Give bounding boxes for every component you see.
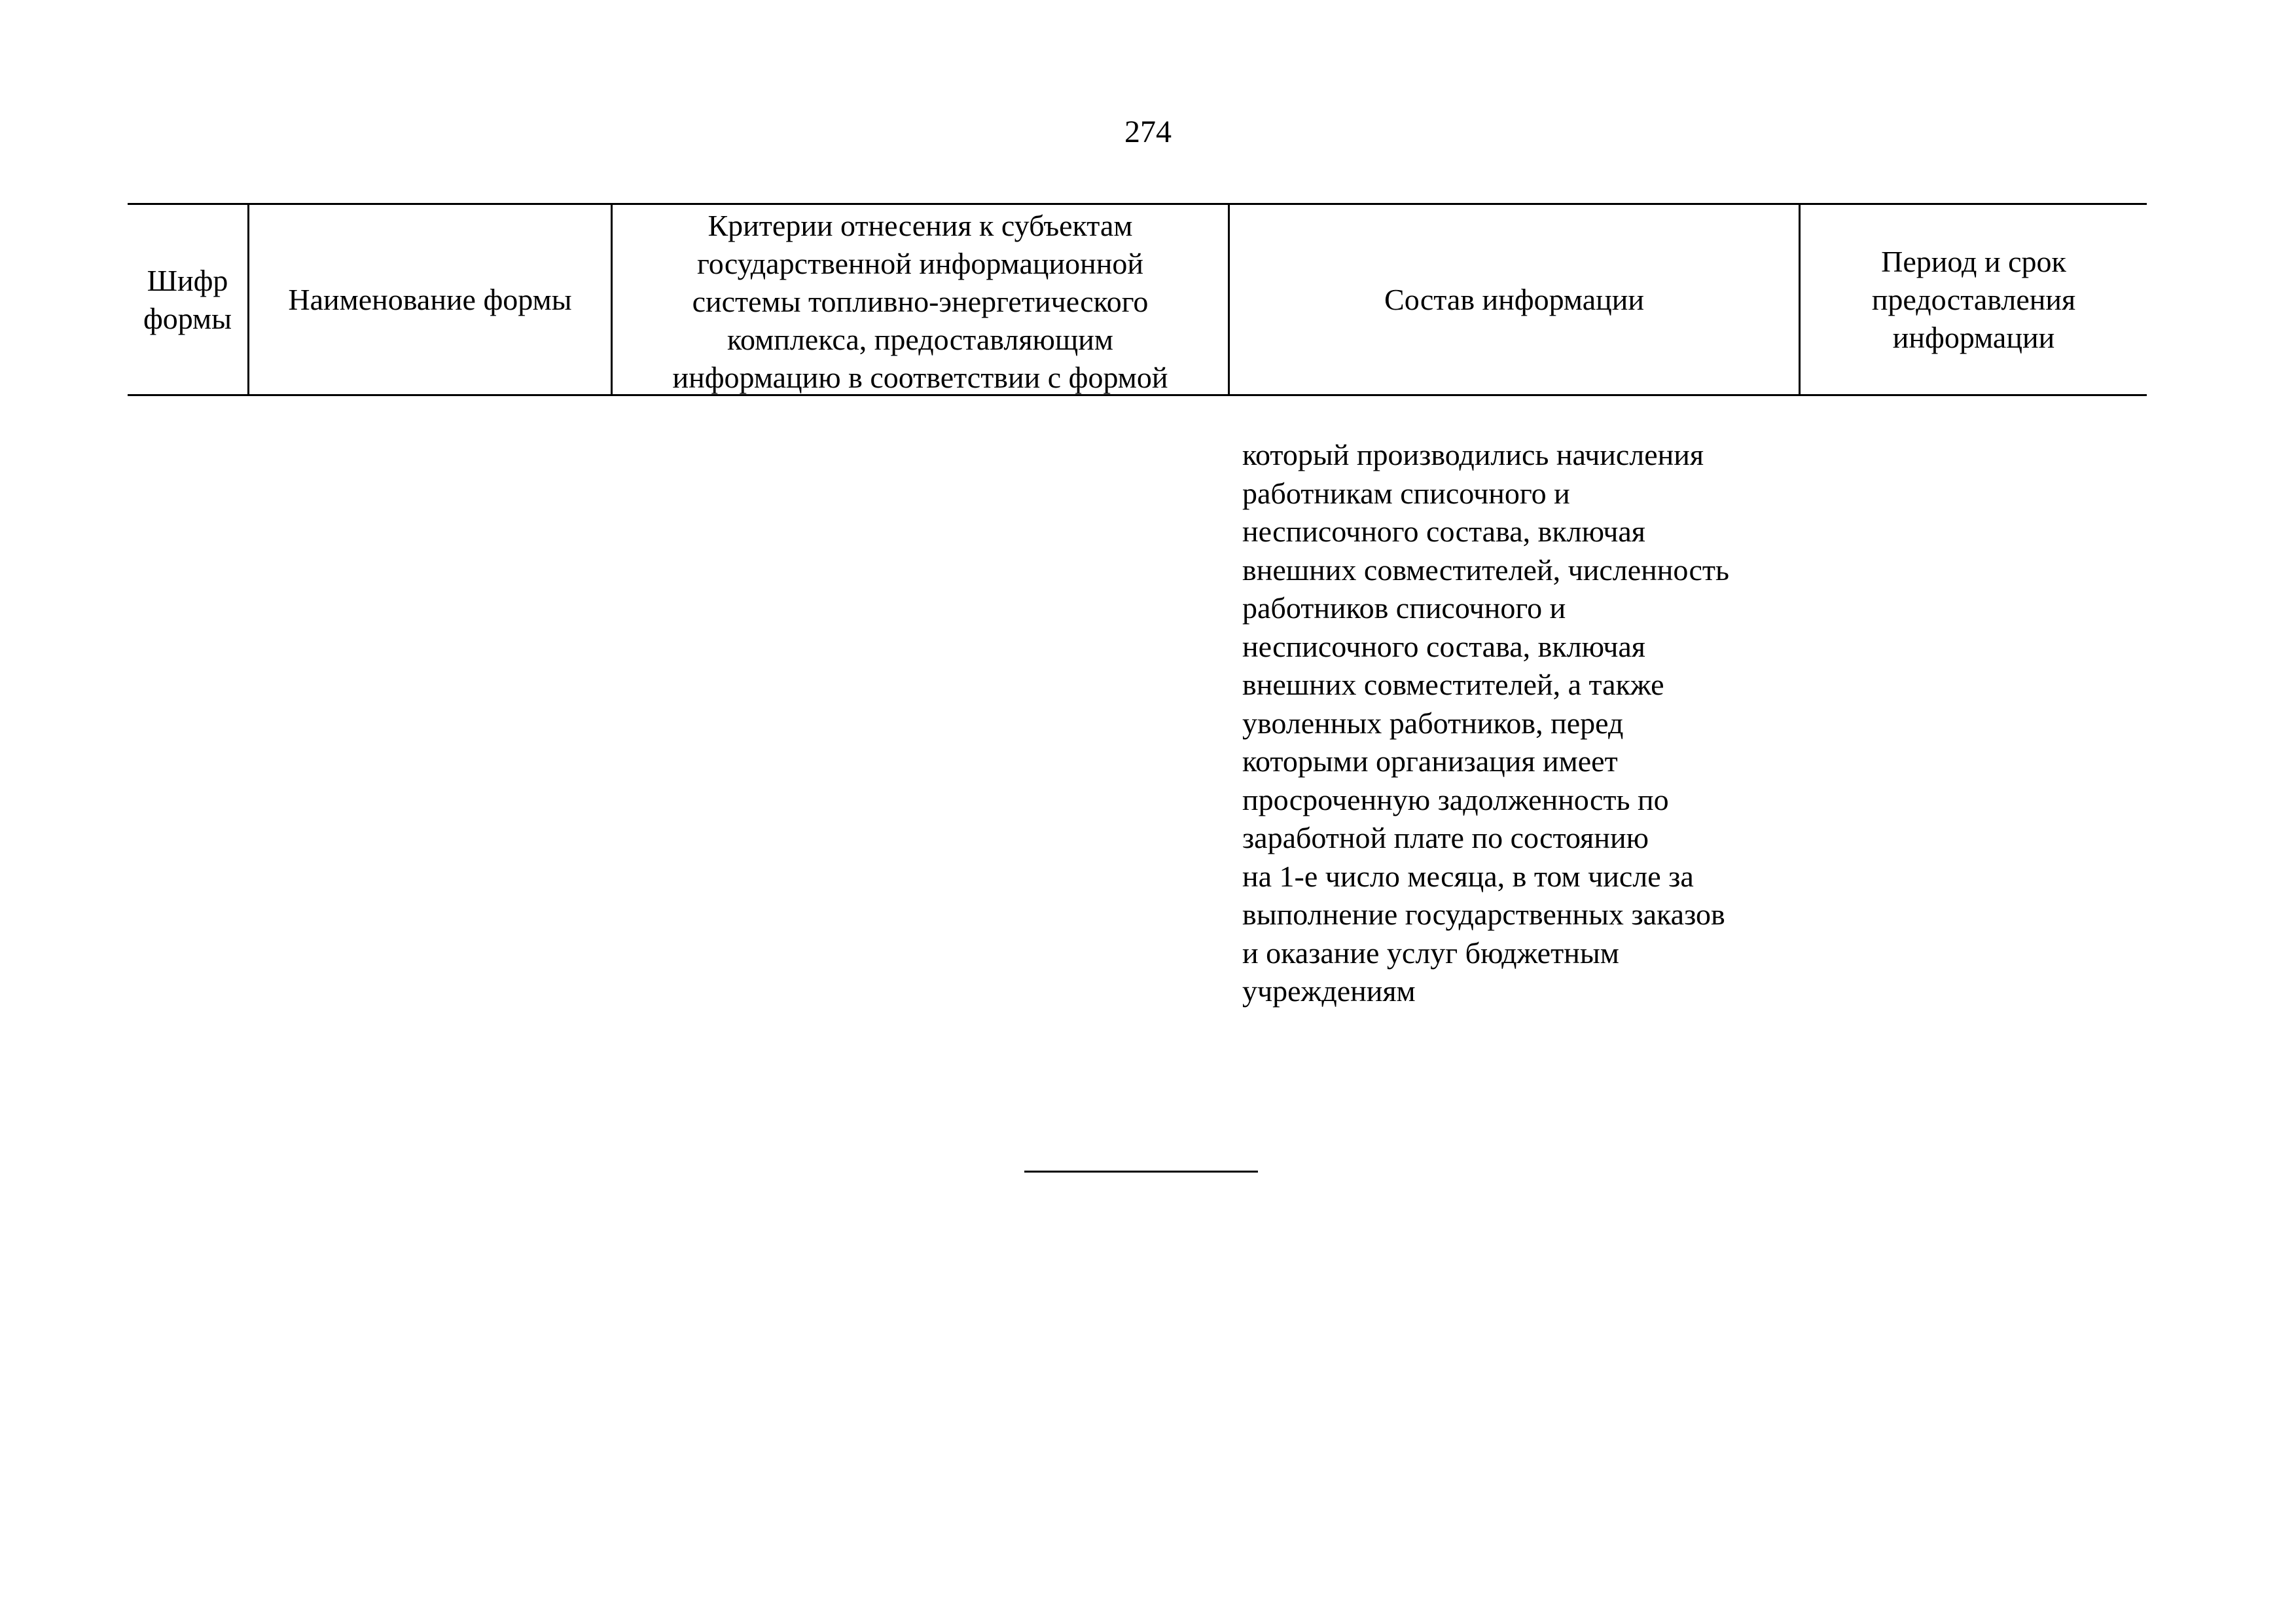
header-line: информацию в соответствии с формой bbox=[672, 361, 1168, 394]
text-line: заработной плате по состоянию bbox=[1242, 821, 1649, 854]
header-line: Шифр bbox=[147, 264, 228, 297]
composition-cell bbox=[1242, 436, 1805, 1011]
text-line: просроченную задолженность по bbox=[1242, 782, 1669, 816]
text-line: выполнение государственных заказов bbox=[1242, 898, 1725, 931]
header-line: системы топливно-энергетического bbox=[692, 285, 1149, 318]
text-line: который производились начисления bbox=[1242, 438, 1704, 471]
header-line: предоставления bbox=[1871, 283, 2076, 316]
header-form-code bbox=[128, 205, 247, 395]
text-line: учреждениям bbox=[1242, 974, 1416, 1008]
text-line: работников списочного и bbox=[1242, 591, 1566, 625]
header-line: государственной информационной bbox=[697, 247, 1143, 280]
header-line: формы bbox=[143, 302, 232, 335]
page-number: 274 bbox=[1124, 115, 1172, 149]
header-line: Критерии отнесения к субъектам bbox=[708, 209, 1133, 242]
text-line: работникам списочного и bbox=[1242, 476, 1570, 510]
header-line: Период и срок bbox=[1881, 245, 2066, 278]
end-of-document-rule bbox=[1024, 1171, 1258, 1173]
text-line: внешних совместителей, а также bbox=[1242, 668, 1664, 701]
header-line: информации bbox=[1892, 321, 2055, 354]
header-composition bbox=[1230, 205, 1799, 395]
text-line: которыми организация имеет bbox=[1242, 744, 1618, 778]
header-form-name bbox=[249, 205, 611, 395]
text-line: несписочного состава, включая bbox=[1242, 629, 1645, 663]
header-line: комплекса, предоставляющим bbox=[726, 323, 1114, 356]
text-line: несписочного состава, включая bbox=[1242, 515, 1645, 548]
header-period bbox=[1801, 205, 2147, 395]
header-line: Наименование формы bbox=[288, 283, 572, 316]
header-criteria bbox=[613, 205, 1228, 395]
header-line: Состав информации bbox=[1384, 283, 1644, 316]
text-line: внешних совместителей, численность bbox=[1242, 553, 1729, 587]
text-line: и оказание услуг бюджетным bbox=[1242, 936, 1619, 970]
text-line: уволенных работников, перед bbox=[1242, 706, 1624, 740]
text-line: на 1-е число месяца, в том числе за bbox=[1242, 859, 1694, 893]
